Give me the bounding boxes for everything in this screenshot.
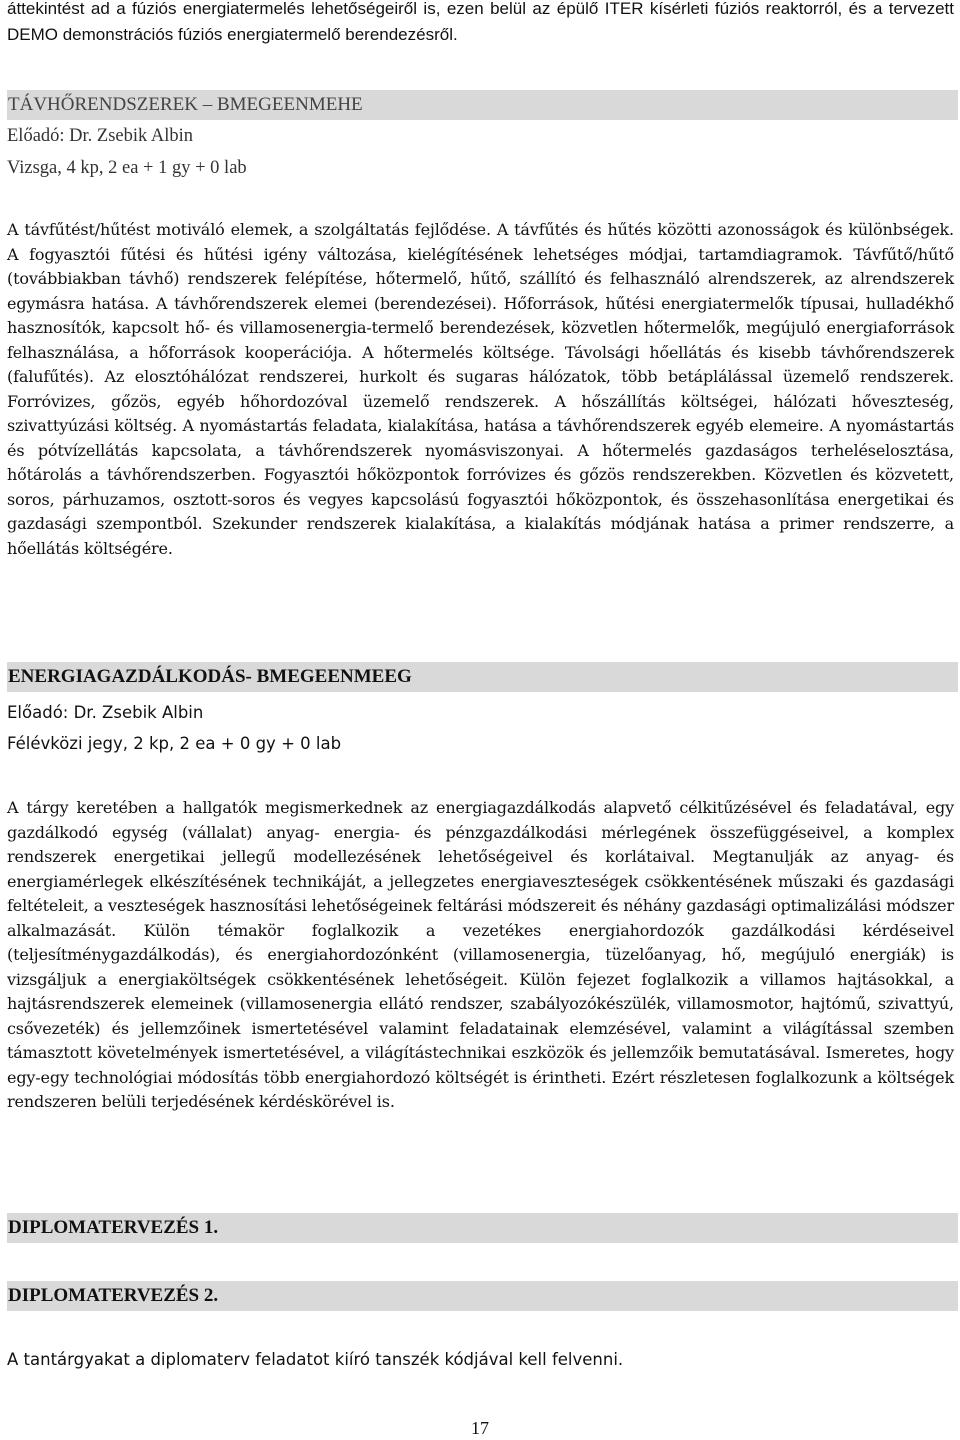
thesis-2-heading: DIPLOMATERVEZÉS 2. <box>7 1281 958 1311</box>
course-lecturer: Előadó: Dr. Zsebik Albin <box>7 126 194 146</box>
course-requirements: Félévközi jegy, 2 kp, 2 ea + 0 gy + 0 lab <box>7 734 342 753</box>
course-description: A tárgy keretében a hallgatók megismerkednek az energiagazdálkodás alapvető célkitűzésével és feladatával, egy gazdálkodó egység (vállalat) anyag- energia- és pénzgazdálkodási mérlegének összefüggéseivel, a komplex rendszerek energetikai jellegű modellezésének lehetőségeivel és korlátaival. Megtanulják az anyag- és energiamérlegek elkészítésének technikáját, a jellegzetes energiaveszteségek csökkentésének műszaki és gazdasági feltételeit, a veszteségek hasznosítási lehetőségeinek feltárási módszereit és néhány gazdasági optimalizálási módszer alkalmazását. Külön témakör foglalkozik a vezetékes energiahordozók gazdálkodási kérdéseivel (teljesítménygazdálkodás), és energiahordozónként (villamosenergia, tüzelőanyag, hő, megújuló energiák) is vizsgáljuk a energiaköltségek csökkentésének lehetőségeit. Külön fejezet foglalkozik a villamos hajtásokkal, a hajtásrendszerek elemeinek (villamosenergia ellátó rendszer, szabályozókészülék, villamosmotor, hajtómű, szivattyú, csővezeték) és jellemzőinek ismertetésével valamint feladatainak elemzésével, valamint a világítással szemben támasztott követelmények ismertetésével, a világítástechnikai eszközök és jellemzőik bemutatásával. Ismeretes, hogy egy-egy technológiai módosítás több energiahordozó költségét is érintheti. Ezért részletesen foglalkozunk a költségek rendszeren belüli terjedésének kérdéskörével is. <box>7 798 954 1111</box>
thesis-note: A tantárgyakat a diplomaterv feladatot kiíró tanszék kódjával kell felvenni. <box>7 1350 624 1369</box>
intro-paragraph: áttekintést ad a fúziós energiatermelés lehetőségeiről is, ezen belül az épülő ITER kísérleti fúziós reaktorról, és a tervezett DEMO demonstrációs fúziós energiatermelő berendezésről. <box>7 0 954 44</box>
course-title: TÁVHŐRENDSZEREK – BMEGEENMEHE <box>7 90 958 120</box>
course-lecturer: Előadó: Dr. Zsebik Albin <box>7 703 204 722</box>
thesis-1-heading: DIPLOMATERVEZÉS 1. <box>7 1213 958 1243</box>
course-description: A távfűtést/hűtést motiváló elemek, a szolgáltatás fejlődése. A távfűtés és hűtés közötti azonosságok és különbségek. A fogyasztói fűtési és hűtési igény változása, kielégítésének lehetséges módjai, tartamdiagramok. Távfűtő/hűtő (továbbiakban távhő) rendszerek felépítése, hőtermelő, hűtő, szállító és felhasználó alrendszerek, az alrendszerek egymásra hatása. A távhőrendszerek elemei (berendezései). Hőforrások, hűtési energiatermelők típusai, hulladékhő hasznosítók, kapcsolt hő- és villamosenergia-termelő berendezések, közvetlen hőtermelők, megújuló energiaforrások felhasználása, a hőforrások kooperációja. A hőtermelés költsége. Távolsági hőellátás és kisebb távhőrendszerek (falufűtés). Az elosztóhálózat rendszerei, hurkolt és sugaras hálózatok, több betáplálással üzemelő rendszerek. Forróvizes, gőzös, egyéb hőhordozóval üzemelő rendszerek. A hőszállítás költségei, hálózati hőveszteség, szivattyúzási költség. A nyomástartás feladata, kialakítása, hatása a távhőrendszerek egyéb elemeire. A nyomástartás és pótvízellátás kapcsolata, a távhőrendszerek nyomásviszonyai. A hőtermelés gazdaságos terheléselosztása, hőtárolás a távhőrendszerben. Fogyasztói hőközpontok forróvizes és gőzös rendszerekben. Közvetlen és közvetett, soros, párhuzamos, osztott-soros és vegyes kapcsolású fogyasztói hőközpontok, és összehasonlítása energetikai és gazdasági szempontból. Szekunder rendszerek kialakítása, a kialakítás módjának hatása a primer rendszerre, a hőellátás költségére. <box>7 220 954 558</box>
course-title: ENERGIAGAZDÁLKODÁS- BMEGEENMEEG <box>7 662 958 692</box>
course-requirements: Vizsga, 4 kp, 2 ea + 1 gy + 0 lab <box>7 158 247 178</box>
page-number: 17 <box>471 1418 489 1438</box>
